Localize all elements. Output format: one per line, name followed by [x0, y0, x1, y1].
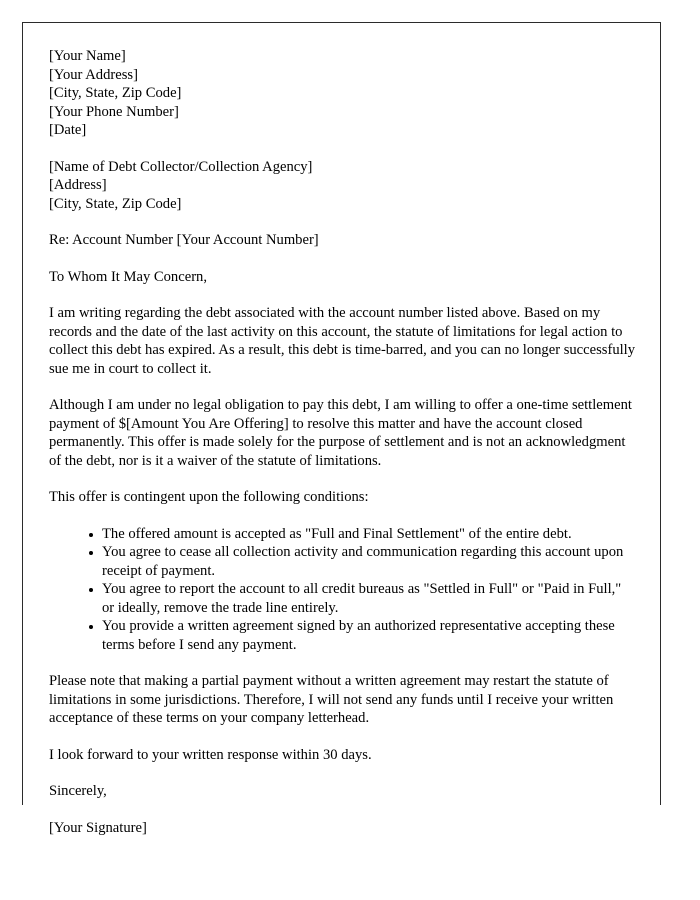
list-item: You agree to cease all collection activity and communication regarding this account upon receipt of payment. — [89, 543, 636, 580]
letter-page — [22, 22, 661, 836]
letter-date: [Date] — [49, 122, 87, 138]
paragraph-statute-of-limitations: I am writing regarding the debt associated with the account number listed above. Based on my records and the date of the last activity on this account, the statute of limitations for legal action to collect this debt has expired. As a result, this debt is time-barred, and you can no longer successfully sue me in court to collect it. — [49, 305, 636, 377]
recipient-name: [Name of Debt Collector/Collection Agency] — [49, 158, 313, 175]
paragraph-response-deadline: I look forward to your written response within 30 days. — [49, 746, 372, 763]
list-item: The offered amount is accepted as "Full and Final Settlement" of the entire debt. — [89, 525, 636, 544]
subject-line: Re: Account Number [Your Account Number] — [49, 232, 319, 248]
sender-city-state-zip: [City, State, Zip Code] — [49, 85, 182, 101]
recipient-city-state-zip: [City, State, Zip Code] — [49, 195, 182, 212]
salutation: To Whom It May Concern, — [49, 268, 207, 285]
list-item: You agree to report the account to all credit bureaus as "Settled in Full" or "Paid in Full," or ideally, remove the trade line entirely. — [89, 580, 636, 617]
signature-line: [Your Signature] — [49, 819, 147, 836]
conditions-list — [49, 525, 636, 655]
valediction: Sincerely, — [49, 783, 107, 799]
recipient-street: [Address] — [49, 177, 107, 193]
sender-address-block — [49, 47, 636, 140]
list-item: You provide a written agreement signed by an authorized representative accepting these terms before I send any payment. — [89, 617, 636, 654]
recipient-address-block — [49, 158, 636, 214]
conditions-intro: This offer is contingent upon the following conditions: — [49, 489, 369, 505]
sender-name: [Your Name] — [49, 48, 126, 64]
paragraph-partial-payment-warning: Please note that making a partial payment without a written agreement may restart the statute of limitations in some jurisdictions. Therefore, I will not send any funds until I receive your written acceptance of these terms on your company letterhead. — [49, 673, 614, 726]
letter-content — [23, 23, 660, 837]
sender-phone: [Your Phone Number] — [49, 103, 179, 120]
paragraph-settlement-offer: Although I am under no legal obligation to pay this debt, I am willing to offer a one-time settlement payment of $[Amount You Are Offering] to resolve this matter and have the account closed permanently. This offer is made solely for the purpose of settlement and is not an acknowledgment of the debt, nor is it a waiver of the statute of limitations. — [49, 397, 632, 469]
sender-street: [Your Address] — [49, 66, 138, 83]
